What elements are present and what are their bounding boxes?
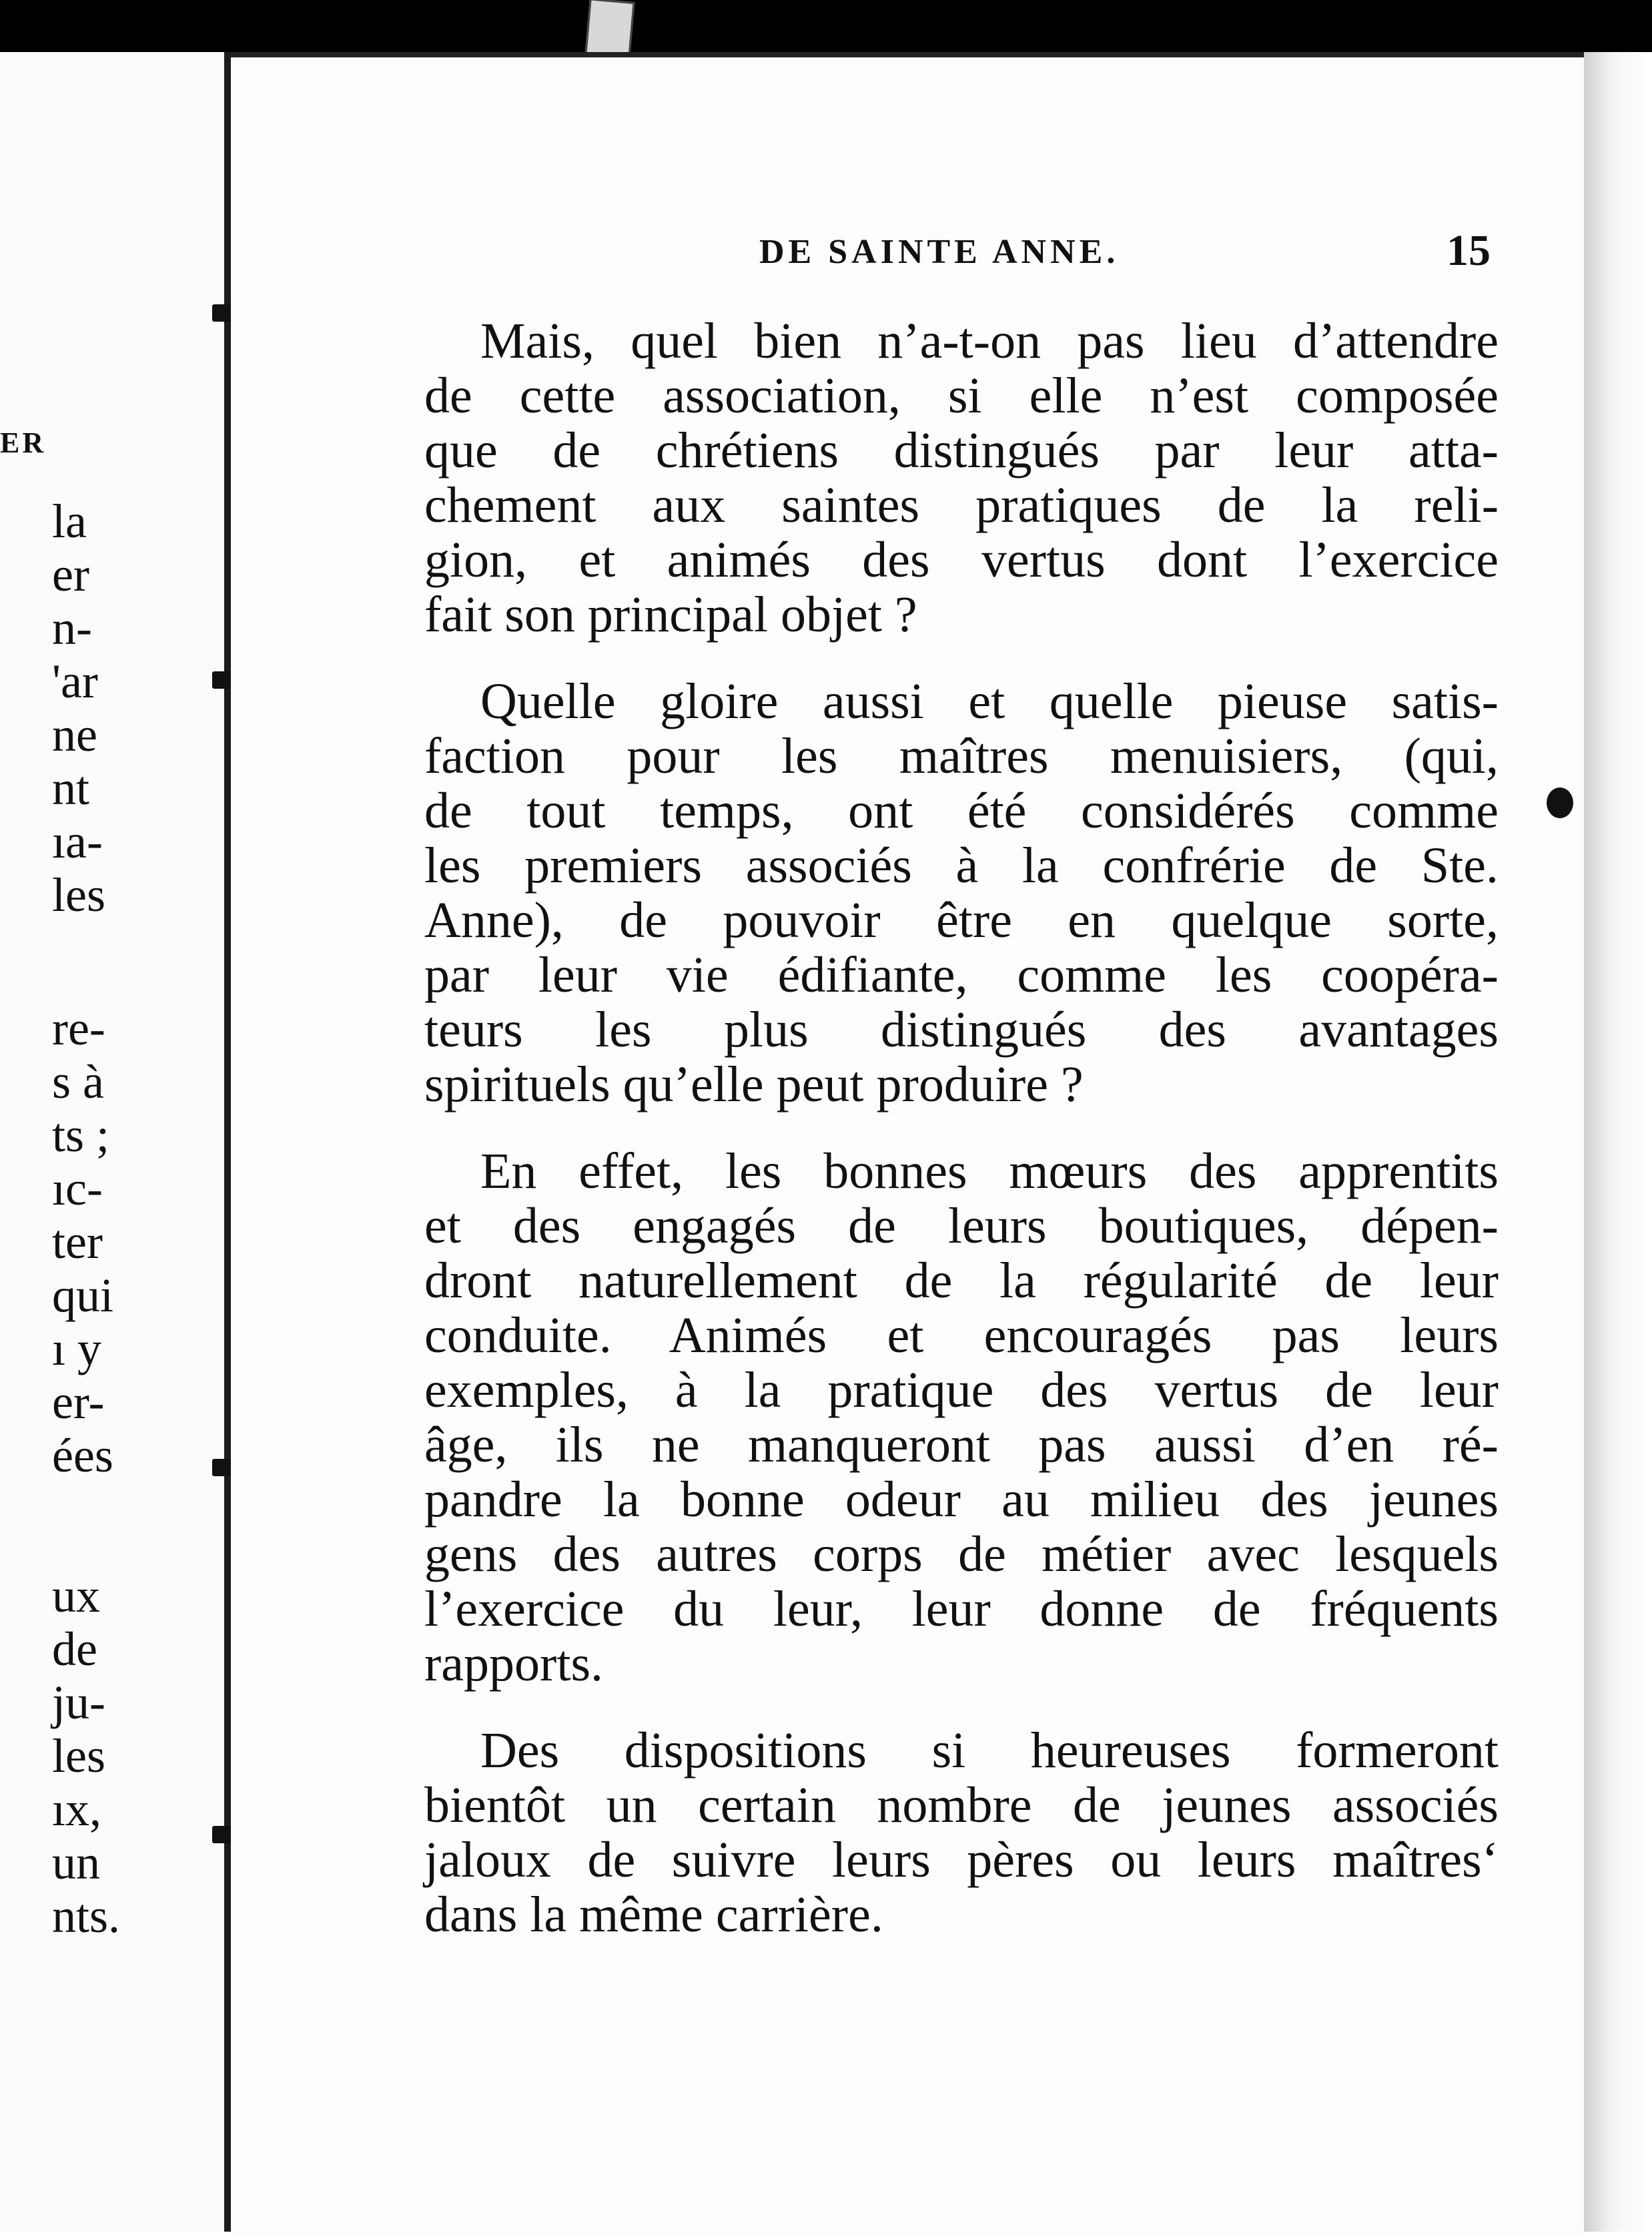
body-text	[424, 314, 1499, 1974]
previous-page-line-fragment: re-	[52, 1002, 105, 1055]
text-line: rapports.	[424, 1636, 604, 1692]
text-line: spirituels qu’elle peut produire ?	[424, 1056, 1084, 1112]
text-line: de cette association, si elle n’est composée	[424, 368, 1499, 424]
paragraph	[424, 314, 1499, 642]
previous-page-line-fragment: er	[52, 548, 89, 601]
text-line: Des dispositions si heureuses formeront	[480, 1722, 1499, 1779]
previous-page-line-fragment: les	[52, 868, 105, 922]
text-line: dront naturellement de la régularité de leur	[424, 1253, 1499, 1309]
text-line: Quelle gloire aussi et quelle pieuse satis-	[480, 673, 1499, 729]
previous-page-line-fragment: les	[52, 1729, 105, 1783]
text-line: l’exercice du leur, leur donne de fréquents	[424, 1581, 1499, 1637]
running-head: DE SAINTE ANNE.	[759, 233, 1120, 271]
book-gutter	[224, 52, 231, 2232]
previous-page-line-fragment: ıx,	[52, 1783, 102, 1836]
previous-page-line-fragment: s à	[52, 1055, 104, 1108]
text-line: En effet, les bonnes mœurs des apprentits	[480, 1143, 1499, 1199]
text-line: Anne), de pouvoir être en quelque sorte,	[424, 892, 1499, 948]
text-line: chement aux saintes pratiques de la reli-	[424, 477, 1499, 533]
previous-page-line-fragment: er-	[52, 1375, 105, 1429]
text-line: fait son principal objet ?	[424, 587, 917, 643]
previous-page-line-fragment: ts ;	[52, 1108, 110, 1162]
previous-page-line-fragment: un	[52, 1836, 100, 1889]
text-line: faction pour les maîtres menuisiers, (qui,	[424, 728, 1499, 784]
previous-page-line-fragment: nts.	[52, 1889, 121, 1943]
text-line: âge, ils ne manqueront pas aussi d’en ré-	[424, 1417, 1499, 1473]
text-line: de tout temps, ont été considérés comme	[424, 783, 1499, 839]
scan-top-border	[0, 0, 1652, 52]
text-line: exemples, à la pratique des vertus de leur	[424, 1362, 1499, 1418]
previous-page-line-fragment: ju-	[52, 1676, 105, 1729]
text-line: par leur vie édifiante, comme les coopéra-	[424, 947, 1499, 1003]
text-line: gion, et animés des vertus dont l’exercice	[424, 532, 1499, 588]
previous-page-line-fragment: nt	[52, 761, 90, 815]
text-line: gens des autres corps de métier avec lesquels	[424, 1526, 1499, 1582]
text-line: dans la même carrière.	[424, 1887, 883, 1943]
previous-page-line-fragment: ter	[52, 1215, 103, 1269]
previous-page-line-fragment: ı y	[52, 1322, 102, 1375]
previous-page-line-fragment: ıa-	[52, 815, 103, 868]
previous-page-line-fragment: la	[52, 495, 87, 548]
page-number: 15	[1447, 226, 1491, 275]
previous-page-line-fragment: n-	[52, 601, 92, 655]
previous-page-header-fragment: ER	[0, 426, 47, 459]
previous-page-line-fragment: qui	[52, 1269, 114, 1322]
previous-page-edge	[0, 52, 226, 2232]
text-line: les premiers associés à la confrérie de Ste.	[424, 838, 1499, 894]
paragraph	[424, 674, 1499, 1112]
ink-blot	[1547, 787, 1573, 818]
text-line: bientôt un certain nombre de jeunes associés	[424, 1777, 1499, 1833]
text-line: et des engagés de leurs boutiques, dépen-	[424, 1198, 1499, 1254]
previous-page-line-fragment: ıc-	[52, 1162, 103, 1215]
previous-page-line-fragment: 'ar	[52, 655, 98, 708]
text-line: jaloux de suivre leurs pères ou leurs maîtres‘	[424, 1832, 1499, 1888]
paragraph	[424, 1723, 1499, 1942]
text-line: Mais, quel bien n’a-t-on pas lieu d’attendre	[480, 313, 1499, 369]
previous-page-line-fragment: ne	[52, 708, 97, 761]
page-edge-shadow	[1584, 52, 1652, 2232]
text-line: conduite. Animés et encouragés pas leurs	[424, 1307, 1499, 1363]
previous-page-line-fragment: ées	[52, 1429, 113, 1482]
text-line: pandre la bonne odeur au milieu des jeunes	[424, 1472, 1499, 1528]
previous-page-line-fragment: de	[52, 1622, 97, 1676]
text-line: teurs les plus distingués des avantages	[424, 1002, 1499, 1058]
text-line: que de chrétiens distingués par leur atta-	[424, 422, 1499, 478]
previous-page-line-fragment: ux	[52, 1569, 100, 1622]
paragraph	[424, 1144, 1499, 1691]
